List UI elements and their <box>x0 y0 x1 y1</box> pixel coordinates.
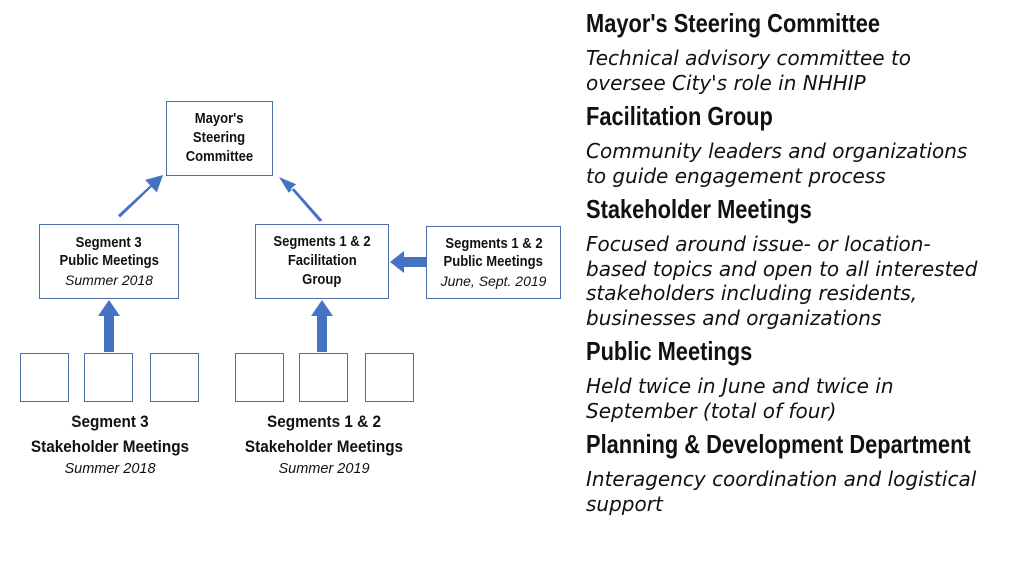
mayor-steering-committee-box <box>166 101 273 176</box>
seg12-public-line1: Segments 1 & 2 <box>444 235 543 252</box>
role-descriptions <box>586 6 1016 520</box>
segments12-facilitation-group-box <box>255 224 389 299</box>
legend-item-facilitation <box>586 99 1016 188</box>
seg3-public-line2: Public Meetings <box>59 253 159 270</box>
arrow-public-to-facilitation <box>390 251 426 273</box>
seg3-stakeholder-square-1 <box>20 353 69 402</box>
seg12-stakeholder-date: Summer 2019 <box>278 461 370 478</box>
seg3-stakeholder-date: Summer 2018 <box>64 461 156 478</box>
legend-description: Interagency coordination and logistical support <box>586 467 977 516</box>
mayor-box-line2: Steering <box>193 130 246 147</box>
segment3-stakeholder-caption <box>10 410 210 480</box>
legend-title: Facilitation Group <box>586 101 773 131</box>
legend-title: Planning & Development Department <box>586 429 971 459</box>
legend-description: Community leaders and organizations to guide engagement process <box>586 139 968 188</box>
legend-item-public <box>586 334 1016 423</box>
segments12-public-meetings-box <box>426 226 561 299</box>
mayor-box-line3: Committee <box>185 148 254 165</box>
seg3-stakeholder-square-2 <box>84 353 133 402</box>
seg12-stakeholder-square-1 <box>235 353 284 402</box>
seg12-public-date: June, Sept. 2019 <box>440 273 547 290</box>
legend-description: Focused around issue- or location- based topics and open to all interested stakeholders including residents, businesses and organizations <box>586 232 978 330</box>
facilitation-line1: Segments 1 & 2 <box>273 234 371 251</box>
legend-description: Held twice in June and twice in September (total of four) <box>586 374 894 423</box>
facilitation-line3: Group <box>302 271 342 288</box>
seg3-public-line1: Segment 3 <box>75 234 143 251</box>
mayor-box-line1: Mayor's <box>195 111 244 128</box>
legend-title: Public Meetings <box>586 336 753 366</box>
seg12-public-line2: Public Meetings <box>443 254 544 271</box>
legend-item-mayor <box>586 6 1016 95</box>
seg3-stakeholder-line2: Stakeholder Meetings <box>30 436 190 456</box>
legend-title: Stakeholder Meetings <box>586 194 812 224</box>
arrow-seg3-to-mayor <box>118 175 163 218</box>
legend-title: Mayor's Steering Committee <box>586 8 881 38</box>
seg12-stakeholder-square-2 <box>299 353 348 402</box>
arrow-seg3-stakeholder-up <box>98 300 120 352</box>
seg3-stakeholder-line1: Segment 3 <box>71 412 149 431</box>
seg12-stakeholder-line2: Stakeholder Meetings <box>244 436 404 456</box>
legend-description: Technical advisory committee to oversee City's role in NHHIP <box>586 46 912 95</box>
arrow-seg12-stakeholder-up <box>311 300 333 352</box>
seg12-stakeholder-line1: Segments 1 & 2 <box>267 412 381 431</box>
arrow-facilitation-to-mayor <box>279 177 323 222</box>
facilitation-line2: Facilitation <box>287 253 357 270</box>
seg3-public-date: Summer 2018 <box>65 272 153 289</box>
seg12-stakeholder-square-3 <box>365 353 414 402</box>
segment3-public-meetings-box <box>39 224 179 299</box>
seg3-stakeholder-square-3 <box>150 353 199 402</box>
segments12-stakeholder-caption <box>224 410 424 480</box>
legend-item-planning <box>586 427 1016 516</box>
legend-item-stakeholder <box>586 192 1016 330</box>
